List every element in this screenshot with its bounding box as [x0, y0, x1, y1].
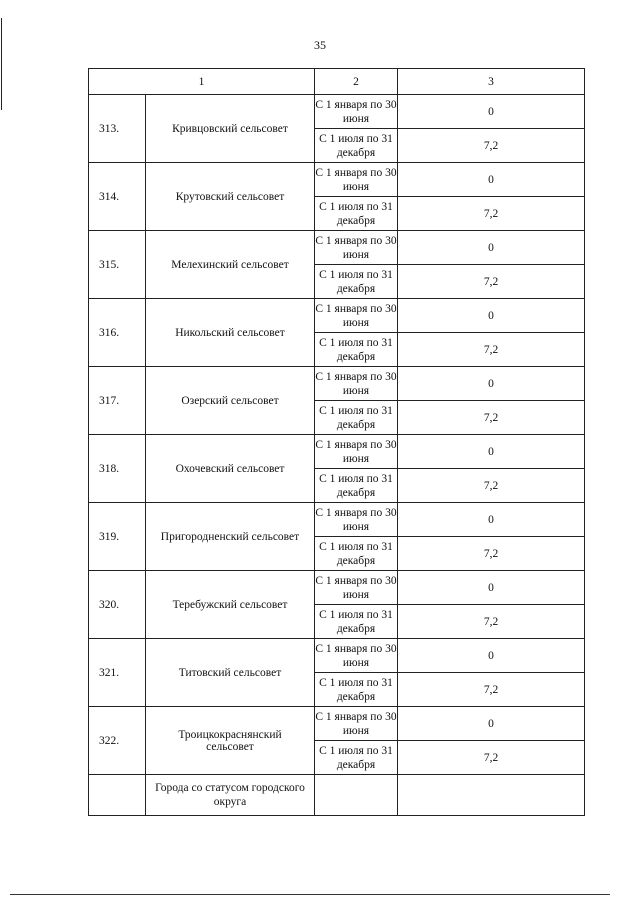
rate-value-second-half: 7,2 — [398, 469, 585, 503]
period-first-half: С 1 января по 30 июня — [315, 571, 398, 605]
empty-cell — [89, 775, 146, 816]
row-number: 322. — [89, 707, 146, 775]
period-second-half: С 1 июля по 31 декабря — [315, 605, 398, 639]
municipality-name: Крутовский сельсовет — [146, 163, 315, 231]
rate-value-second-half: 7,2 — [398, 197, 585, 231]
table-row — [89, 95, 585, 129]
row-number: 317. — [89, 367, 146, 435]
row-number: 314. — [89, 163, 146, 231]
row-number: 321. — [89, 639, 146, 707]
table-row-city-group — [89, 775, 585, 816]
period-first-half: С 1 января по 30 июня — [315, 503, 398, 537]
period-first-half: С 1 января по 30 июня — [315, 639, 398, 673]
period-first-half: С 1 января по 30 июня — [315, 231, 398, 265]
rate-value-second-half: 7,2 — [398, 605, 585, 639]
rate-value-second-half: 7,2 — [398, 265, 585, 299]
municipality-name: Титовский сельсовет — [146, 639, 315, 707]
empty-cell — [398, 775, 585, 816]
empty-cell — [315, 775, 398, 816]
row-number: 315. — [89, 231, 146, 299]
period-first-half: С 1 января по 30 июня — [315, 163, 398, 197]
page-number: 35 — [314, 38, 326, 52]
period-second-half: С 1 июля по 31 декабря — [315, 673, 398, 707]
period-second-half: С 1 июля по 31 декабря — [315, 741, 398, 775]
rate-value-first-half: 0 — [398, 435, 585, 469]
municipality-name: Охочевский сельсовет — [146, 435, 315, 503]
rate-value-first-half: 0 — [398, 95, 585, 129]
rate-value-second-half: 7,2 — [398, 401, 585, 435]
rate-value-second-half: 7,2 — [398, 333, 585, 367]
table-row — [89, 707, 585, 741]
rates-table — [88, 68, 585, 816]
municipality-name: Мелехинский сельсовет — [146, 231, 315, 299]
rate-value-second-half: 7,2 — [398, 537, 585, 571]
header-col-2: 2 — [315, 69, 398, 95]
period-second-half: С 1 июля по 31 декабря — [315, 333, 398, 367]
period-second-half: С 1 июля по 31 декабря — [315, 469, 398, 503]
table-row — [89, 435, 585, 469]
row-number: 316. — [89, 299, 146, 367]
header-row — [89, 69, 585, 95]
period-first-half: С 1 января по 30 июня — [315, 95, 398, 129]
rate-value-first-half: 0 — [398, 163, 585, 197]
table-row — [89, 299, 585, 333]
period-first-half: С 1 января по 30 июня — [315, 367, 398, 401]
rate-value-second-half: 7,2 — [398, 741, 585, 775]
row-number: 313. — [89, 95, 146, 163]
period-second-half: С 1 июля по 31 декабря — [315, 265, 398, 299]
period-second-half: С 1 июля по 31 декабря — [315, 401, 398, 435]
table-row — [89, 231, 585, 265]
rate-value-first-half: 0 — [398, 639, 585, 673]
table-row — [89, 367, 585, 401]
municipality-name: Пригородненский сельсовет — [146, 503, 315, 571]
period-second-half: С 1 июля по 31 декабря — [315, 537, 398, 571]
municipality-name: Троицкокраснянский сельсовет — [146, 707, 315, 775]
margin-line — [1, 18, 2, 110]
rate-value-first-half: 0 — [398, 571, 585, 605]
municipality-name: Кривцовский сельсовет — [146, 95, 315, 163]
rate-value-first-half: 0 — [398, 299, 585, 333]
rate-value-second-half: 7,2 — [398, 129, 585, 163]
rate-value-first-half: 0 — [398, 231, 585, 265]
period-second-half: С 1 июля по 31 декабря — [315, 129, 398, 163]
bottom-rule — [10, 894, 610, 895]
rate-value-first-half: 0 — [398, 707, 585, 741]
municipality-name: Озерский сельсовет — [146, 367, 315, 435]
period-first-half: С 1 января по 30 июня — [315, 435, 398, 469]
city-group-label: Города со статусом городского округа — [146, 775, 315, 816]
period-first-half: С 1 января по 30 июня — [315, 707, 398, 741]
row-number: 318. — [89, 435, 146, 503]
table-row — [89, 639, 585, 673]
municipality-name: Никольский сельсовет — [146, 299, 315, 367]
rates-table-body — [89, 69, 585, 816]
period-second-half: С 1 июля по 31 декабря — [315, 197, 398, 231]
rate-value-first-half: 0 — [398, 367, 585, 401]
municipality-name: Теребужский сельсовет — [146, 571, 315, 639]
table-row — [89, 571, 585, 605]
header-col-3: 3 — [398, 69, 585, 95]
table-row — [89, 503, 585, 537]
table-row — [89, 163, 585, 197]
row-number: 320. — [89, 571, 146, 639]
header-col-1: 1 — [89, 69, 315, 95]
period-first-half: С 1 января по 30 июня — [315, 299, 398, 333]
rate-value-first-half: 0 — [398, 503, 585, 537]
rate-value-second-half: 7,2 — [398, 673, 585, 707]
row-number: 319. — [89, 503, 146, 571]
